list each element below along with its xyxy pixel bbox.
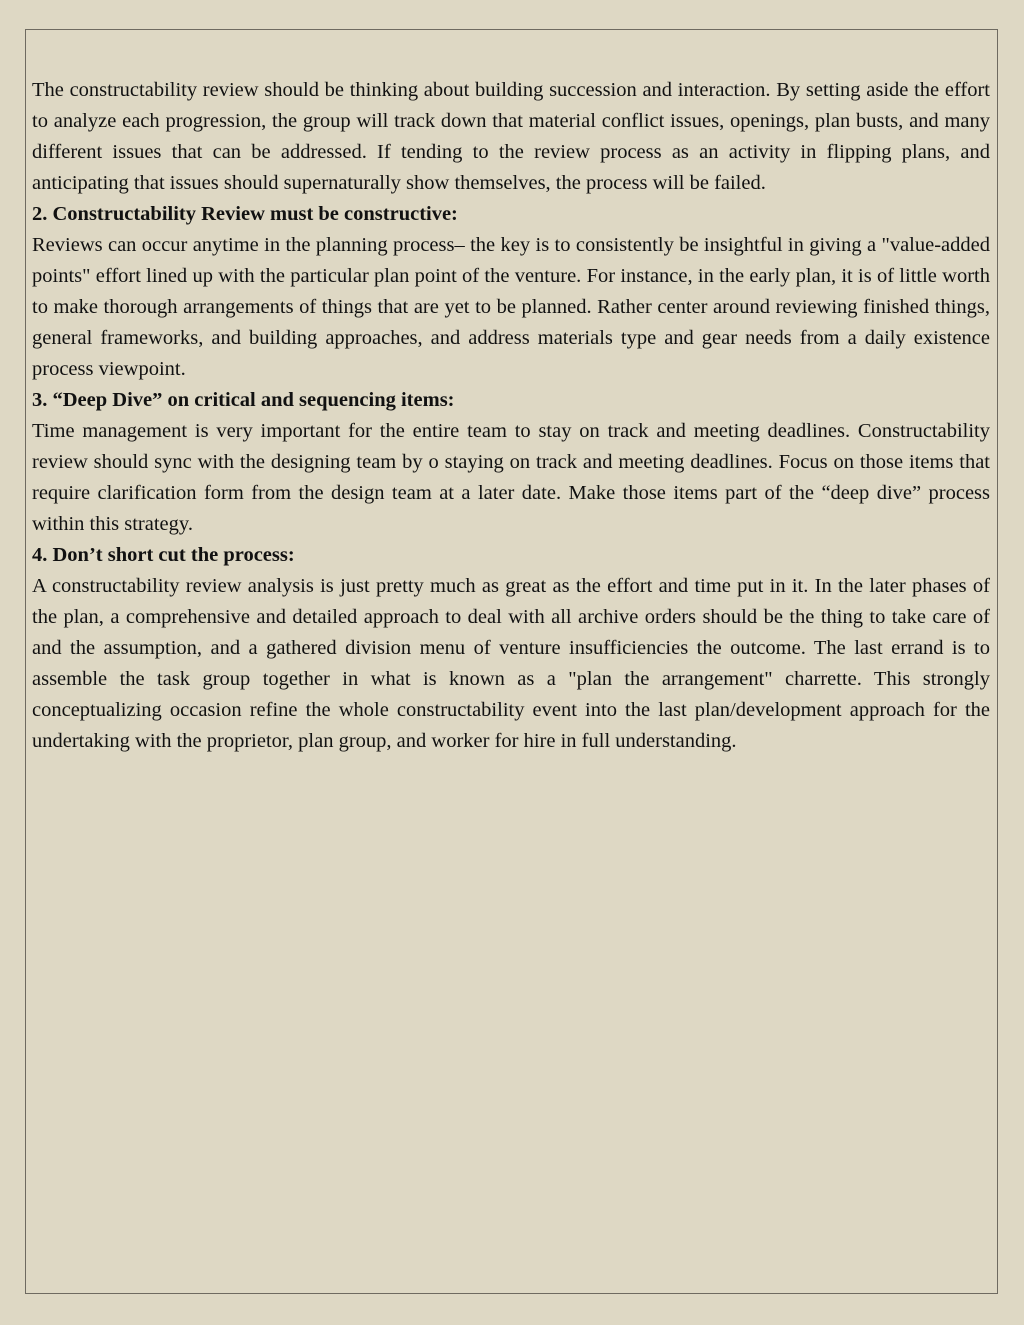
section-2-heading: 2. Constructability Review must be constructive: [32, 203, 458, 225]
intro-paragraph: The constructability review should be thinking about building succession and interaction. By setting aside the effort to analyze each progression, the group will track down that material conflict issues, openings, plan busts, and many different issues that can be addressed. If tending to the review process as an activity in flipping plans, and anticipating that issues should supernaturally show themselves, the process will be failed. [32, 79, 990, 194]
section-2-paragraph: Reviews can occur anytime in the planning process– the key is to consistently be insightful in giving a "value-added points" effort lined up with the particular plan point of the venture. For instance, in the early plan, it is of little worth to make thorough arrangements of things that are yet to be planned. Rather center around reviewing finished things, general frameworks, and building approaches, and address materials type and gear needs from a daily existence process viewpoint. [32, 234, 990, 380]
section-3-paragraph: Time management is very important for the entire team to stay on track and meeting deadlines. Constructability review should sync with the designing team by o staying on track and meeting deadlines. Focus on those items that require clarification form from the design team at a later date. Make those items part of the “deep dive” process within this strategy. [32, 420, 990, 535]
section-3-heading: 3. “Deep Dive” on critical and sequencing items: [32, 389, 455, 411]
document-body [32, 75, 990, 757]
section-4-heading: 4. Don’t short cut the process: [32, 544, 295, 566]
section-4-paragraph: A constructability review analysis is just pretty much as great as the effort and time put in it. In the later phases of the plan, a comprehensive and detailed approach to deal with all archive orders should be the thing to take care of and the assumption, and a gathered division menu of venture insufficiencies the outcome. The last errand is to assemble the task group together in what is known as a "plan the arrangement" charrette. This strongly conceptualizing occasion refine the whole constructability event into the last plan/development approach for the undertaking with the proprietor, plan group, and worker for hire in full understanding. [32, 575, 990, 752]
